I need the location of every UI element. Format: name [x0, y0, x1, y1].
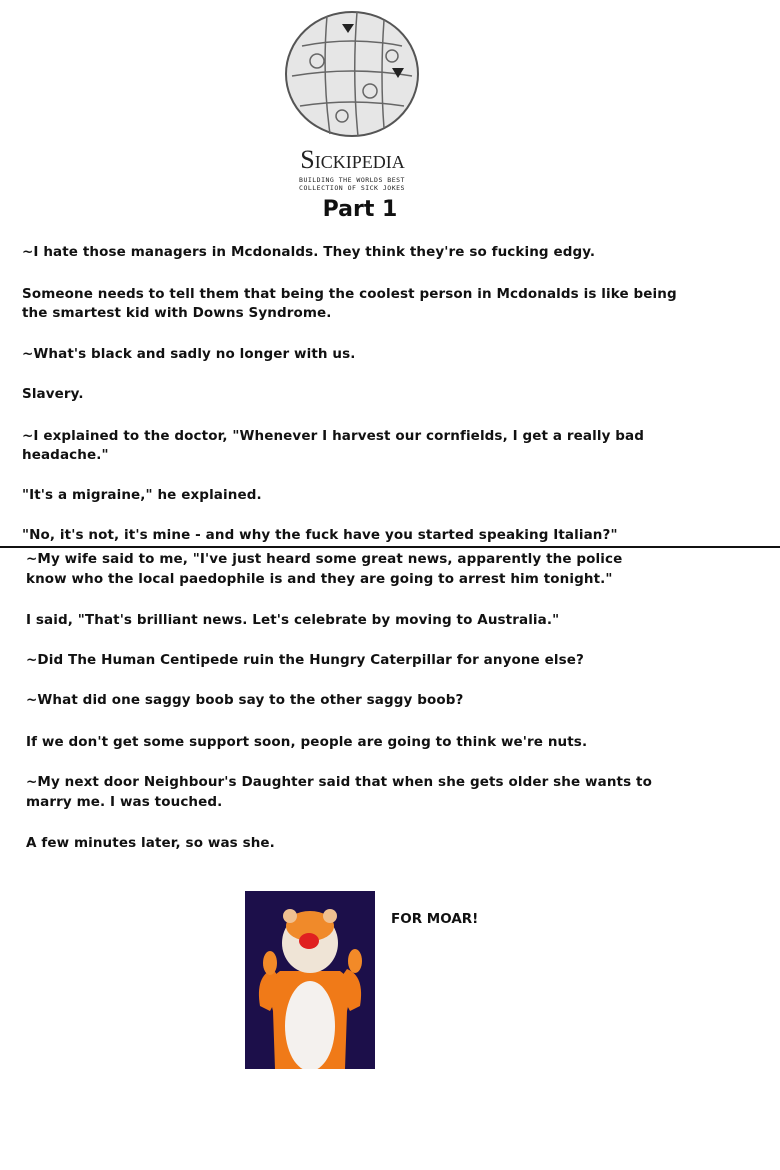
joke-line: "No, it's not, it's mine - and why the fuck have you started speaking Italian?" — [22, 527, 618, 543]
section-divider — [0, 546, 780, 548]
joke-line: marry me. I was touched. — [26, 794, 223, 810]
joke-line: A few minutes later, so was she. — [26, 835, 275, 851]
joke-line: "It's a migraine," he explained. — [22, 487, 262, 503]
page-title: Part 1 — [322, 197, 398, 222]
tagline-line: COLLECTION OF SICK JOKES — [299, 184, 405, 192]
tigger-mascot-photo — [245, 891, 375, 1069]
brand-tagline — [262, 176, 442, 192]
brand-name: Sickipedia — [300, 145, 405, 174]
joke-line: ~My wife said to me, "I've just heard some great news, apparently the police — [26, 551, 623, 567]
joke-line: know who the local paedophile is and they are going to arrest him tonight." — [26, 571, 613, 587]
joke-line: ~I explained to the doctor, "Whenever I harvest our cornfields, I get a really bad — [22, 428, 645, 444]
for-moar-link[interactable]: FOR MOAR! — [391, 911, 479, 927]
joke-line: headache." — [22, 447, 109, 463]
joke-line: ~I hate those managers in Mcdonalds. They think they're so fucking edgy. — [22, 244, 596, 260]
joke-line: If we don't get some support soon, people are going to think we're nuts. — [26, 734, 588, 750]
joke-line: ~My next door Neighbour's Daughter said that when she gets older she wants to — [26, 774, 652, 790]
joke-line: I said, "That's brilliant news. Let's celebrate by moving to Australia." — [26, 612, 560, 628]
joke-line: ~Did The Human Centipede ruin the Hungry Caterpillar for anyone else? — [26, 652, 584, 668]
joke-line: the smartest kid with Downs Syndrome. — [22, 305, 332, 321]
joke-line: ~What's black and sadly no longer with us. — [22, 346, 356, 362]
tagline-line: BUILDING THE WORLDS BEST — [299, 176, 405, 184]
joke-line: ~What did one saggy boob say to the other saggy boob? — [26, 692, 464, 708]
sickipedia-puzzle-globe-logo — [272, 6, 432, 146]
joke-line: Someone needs to tell them that being the coolest person in Mcdonalds is like being — [22, 286, 677, 302]
joke-line: Slavery. — [22, 386, 84, 402]
